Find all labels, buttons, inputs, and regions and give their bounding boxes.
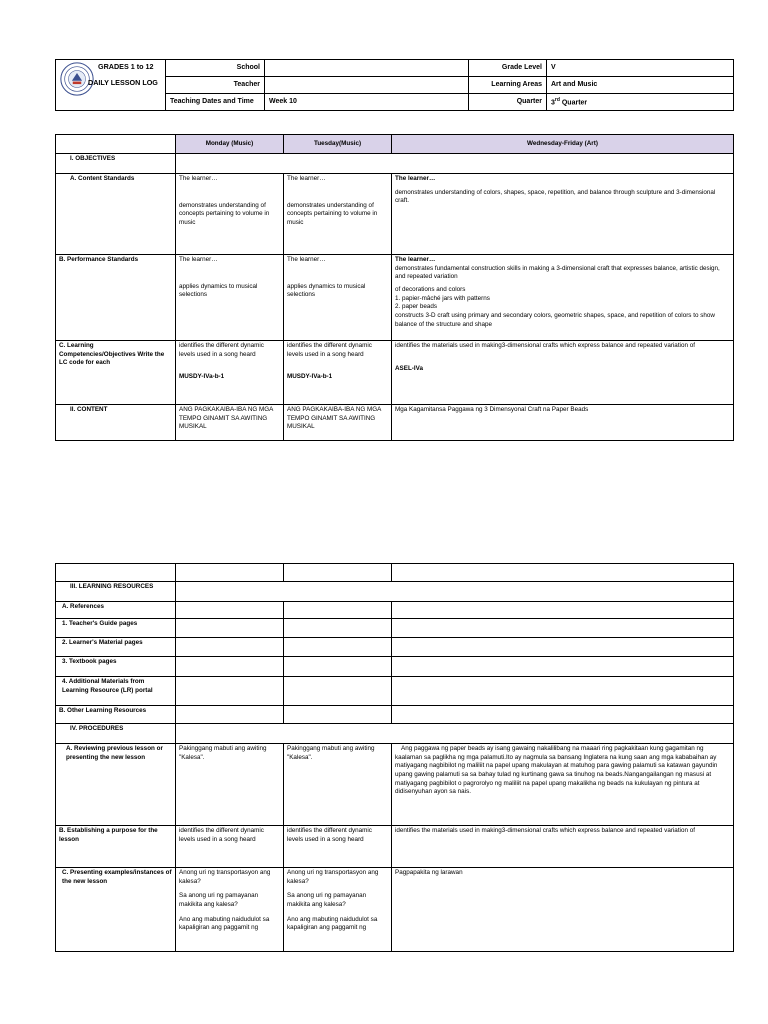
quarter-value [547,94,734,111]
tg-mon [176,619,284,638]
ex-tue-3: Ano ang mabuting naidudulot sa kapaligiran ang paggamit ng [287,915,378,932]
ref-mon [176,602,284,619]
reviewing-mon: Pakinggang mabuti ang awiting "Kalesa". [176,744,284,826]
performance-standards-art [392,255,734,341]
ex-tue-2: Sa anong uri ng pamayanan makikita ang kalesa? [287,892,367,909]
teaching-dates-label: Teaching Dates and Time [166,94,265,111]
competencies-label-text: C. Learning Competencies/Objectives Write the LC code for each [59,342,165,367]
ps-art-2: demonstrates fundamental construction skills in making a 3-dimensional craft that expresses balance, artistic design, and repeated variation [395,264,720,281]
cs-art-1: The learner… [395,175,436,182]
examples-tue [284,868,392,952]
corner-cell [56,135,176,154]
dll-title: DAILY LESSON LOG [88,77,158,87]
quarter-label: Quarter [469,94,547,111]
cs-tue-1: The learner… [287,175,326,182]
content-art: Mga Kagamitansa Paggawa ng 3 Dimensyonal Craft na Paper Beads [392,405,734,441]
content-tue: ANG PAGKAKAIBA-IBA NG MGA TEMPO GINAMIT SA AWITING MUSIKAL [284,405,392,441]
lm-art [392,638,734,657]
objectives-span-cell [176,154,734,174]
lc-tue-1: identifies the different dynamic levels used in a song heard [287,342,372,358]
lc-mon-1: identifies the different dynamic levels used in a song heard [179,342,264,358]
blank-cell-1 [56,564,176,582]
learning-resources-heading: III. LEARNING RESOURCES [56,582,176,602]
lc-mon-code: MUSDY-IVa-b-1 [179,373,225,381]
additional-materials-label: 4. Additional Materials from Learning Resource (LR) portal [56,677,176,706]
ex-tue-1: Anong uri ng transportasyon ang kalesa? [287,869,379,885]
teaching-dates-value: Week 10 [265,94,469,111]
or-art [392,706,734,724]
competencies-label [56,341,176,405]
grade-level-value: V [547,60,734,77]
quarter-num: 3 [551,98,555,106]
teacher-label: Teacher [166,77,265,94]
ps-art-6: constructs 3-D craft using primary and secondary colors, geometric shapes, space, and repetition of colors to show balance of the structure and shape [395,312,715,328]
examples-label: C. Presenting examples/instances of the new lesson [56,868,176,952]
teachers-guide-label: 1. Teacher's Guide pages [56,619,176,638]
content-standards-tue [284,174,392,255]
ps-mon-1: The learner… [179,256,218,263]
col-header-tuesday: Tuesday(Music) [284,135,392,154]
blank-cell-3 [284,564,392,582]
am-art [392,677,734,706]
purpose-tue: identifies the different dynamic levels used in a song heard [284,826,392,868]
lc-art-code: ASEL-IVa [395,364,423,372]
blank-cell-4 [392,564,734,582]
objectives-table [55,134,734,441]
cs-mon-1: The learner… [179,175,218,182]
ps-art-5: 2. paper beads [395,303,438,311]
school-value [265,60,469,77]
competencies-art [392,341,734,405]
competencies-tue [284,341,392,405]
blank-cell-2 [176,564,284,582]
tb-mon [176,657,284,677]
tg-tue [284,619,392,638]
lm-mon [176,638,284,657]
ps-tue-1: The learner… [287,256,326,263]
examples-art: Pagpapakita ng larawan [392,868,734,952]
ps-mon-2: applies dynamics to musical selections [179,282,258,299]
ex-mon-3: Ano ang mabuting naidudulot sa kapaligiran ang paggamit ng [179,915,270,932]
am-mon [176,677,284,706]
ps-tue-2: applies dynamics to musical selections [287,282,366,299]
lc-tue-code: MUSDY-IVa-b-1 [287,373,333,381]
performance-standards-tue [284,255,392,341]
content-standards-mon [176,174,284,255]
content-mon: ANG PAGKAKAIBA-IBA NG MGA TEMPO GINAMIT SA AWITING MUSIKAL [176,405,284,441]
learning-areas-value: Art and Music [547,77,734,94]
reviewing-label: A. Reviewing previous lesson or presenting the new lesson [56,744,176,826]
learning-areas-label: Learning Areas [469,77,547,94]
ps-art-4: 1. papier-mâché jars with patterns [395,294,490,302]
cs-tue-2: demonstrates understanding of concepts pertaining to volume in music [287,201,378,227]
content-standards-label: A. Content Standards [56,174,176,255]
reviewing-tue: Pakinggang mabuti ang awiting "Kalesa". [284,744,392,826]
ref-tue [284,602,392,619]
references-label: A. References [56,602,176,619]
header-title-cell [56,60,166,111]
tb-tue [284,657,392,677]
school-label: School [166,60,265,77]
grade-level-label: Grade Level [469,60,547,77]
header-table [55,59,734,111]
other-resources-label: B. Other Learning Resources [56,706,176,724]
or-tue [284,706,392,724]
lc-art-1: identifies the materials used in making3-dimensional crafts which express balance and repeated variation of [395,342,695,349]
purpose-mon: identifies the different dynamic levels used in a song heard [176,826,284,868]
grades-title: GRADES 1 to 12 [98,62,154,71]
performance-standards-label: B. Performance Standards [56,255,176,341]
lm-tue [284,638,392,657]
purpose-label: B. Establishing a purpose for the lesson [56,826,176,868]
teacher-value [265,77,469,94]
tg-art [392,619,734,638]
objectives-heading: I. OBJECTIVES [56,154,176,174]
col-header-monday: Monday (Music) [176,135,284,154]
ps-art-3: of decorations and colors [395,286,466,294]
quarter-word: Quarter [559,98,588,106]
resources-span-cell [176,582,734,602]
resources-procedures-table [55,563,734,952]
performance-standards-mon [176,255,284,341]
procedures-heading: IV. PROCEDURES [56,724,176,744]
procedures-span-cell [176,724,734,744]
ps-art-1: The learner… [395,256,436,263]
learners-material-label: 2. Learner's Material pages [56,638,176,657]
competencies-mon [176,341,284,405]
cs-mon-2: demonstrates understanding of concepts pertaining to volume in music [179,201,270,227]
or-mon [176,706,284,724]
purpose-art: identifies the materials used in making3-dimensional crafts which express balance and repeated variation of [392,826,734,868]
cs-art-2: demonstrates understanding of colors, shapes, space, repetition, and balance through sculpture and 3-dimensional craft. [395,188,716,205]
ref-art [392,602,734,619]
tb-art [392,657,734,677]
ex-mon-1: Anong uri ng transportasyon ang kalesa? [179,869,271,885]
col-header-wedfri: Wednesday-Friday (Art) [392,135,734,154]
content-label: II. CONTENT [56,405,176,441]
ex-mon-2: Sa anong uri ng pamayanan makikita ang kalesa? [179,892,259,909]
reviewing-art: Ang paggawa ng paper beads ay isang gawaing nakalilibang na maaari ring pagkakitaan kung gagamitan ng kaalaman sa paglikha ng mga palamuti.Ito ay nagmula sa bansang Inglatera na kung saan ang mga kababaihan ay matiyagang nagbibilot ng maliliit na papel upang makulayan at matuhog para gawing palamuti sa katawan gayundin upang gawing palamuti sa sa bahay tulad ng kurtinang gawa sa tinuhog na beads.Nangangailangan ng masusi at matiyagang pagbibilot o pagrorolyo ng maliliit na papel upang makalikha ng beads na kukulayan ng pintura at didisenyuhan ayon sa nais. [392,744,734,826]
textbook-label: 3. Textbook pages [56,657,176,677]
quarter-sup: rd [554,96,560,103]
content-standards-art [392,174,734,255]
examples-mon [176,868,284,952]
am-tue [284,677,392,706]
